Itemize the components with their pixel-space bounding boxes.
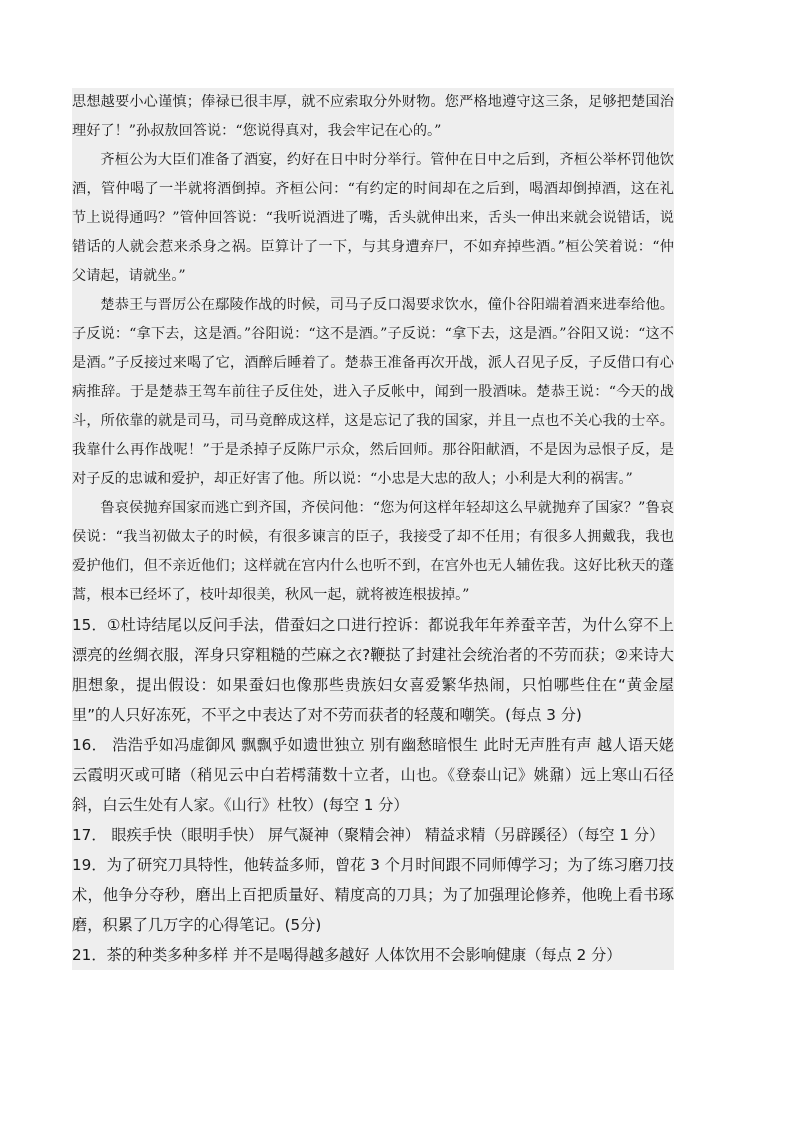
translation-passage [72, 88, 674, 610]
passage-paragraph: 齐桓公为大臣们准备了酒宴，约好在日中时分举行。管仲在日中之后到，齐桓公举杯罚他饮酒，管仲喝了一半就将酒倒掉。齐桓公问：“有约定的时间却在之后到，喝酒却倒掉酒，这在礼节上说得通吗？”管仲回答说：“我听说酒进了嘴，舌头就伸出来，舌头一伸出来就会说错话，说错话的人就会惹来杀身之祸。臣算计了一下，与其身遭弃尸，不如弃掉些酒。”桓公笑着说：“仲父请起，请就坐。” [72, 152, 674, 284]
answer-19: 19．为了研究刀具特性，他转益多师，曾花 3 个月时间跟不同师傅学习；为了练习磨刀技术，他争分夺秒，磨出上百把质量好、精度高的刀具；为了加强理论修养，他晚上看书琢磨，积累了几万字的心得笔记。(5分) [72, 850, 674, 940]
answer-17: 17． 眼疾手快（眼明手快） 屏气凝神（聚精会神） 精益求精（另辟蹊径）（每空 1 分） [72, 820, 674, 850]
answer-15: 15．①杜诗结尾以反问手法，借蚕妇之口进行控诉：都说我年年养蚕辛苦，为什么穿不上漂亮的丝绸衣服，浑身只穿粗糙的苎麻之衣?鞭挞了封建社会统治者的不劳而获；②来诗大胆想象，提出假设：如果蚕妇也像那些贵族妇女喜爱繁华热闹，只怕哪些住在“黄金屋里”的人只好冻死，不平之中表达了对不劳而获者的轻蔑和嘲笑。(每点 3 分) [72, 610, 674, 730]
answer-16: 16． 浩浩乎如冯虚御风 飘飘乎如遗世独立 别有幽愁暗恨生 此时无声胜有声 越人语天姥 云霞明灭或可睹（稍见云中白若樗蒲数十立者，山也。《登泰山记》姚鼐）远上寒山石径斜，白云生处有人家。《山行》杜牧）(每空 1 分） [72, 730, 674, 820]
answer-21: 21．茶的种类多种多样 并不是喝得越多越好 人体饮用不会影响健康（每点 2 分） [72, 940, 674, 970]
passage-paragraph: 鲁哀侯抛弃国家而逃亡到齐国，齐侯问他：“您为何这样年轻却这么早就抛弃了国家？”鲁哀侯说：“我当初做太子的时候，有很多谏言的臣子，我接受了却不任用；有很多人拥戴我，我也爱护他们，但不亲近他们；这样就在宫内什么也听不到，在宫外也无人辅佐我。这好比秋天的蓬蒿，根本已经坏了，枝叶却很美，秋风一起，就将被连根拔掉。” [72, 500, 674, 603]
passage-paragraph: 楚恭王与晋厉公在鄢陵作战的时候，司马子反口渴要求饮水，僮仆谷阳端着酒来进奉给他。子反说：“拿下去，这是酒。”谷阳说：“这不是酒。”子反说：“拿下去，这是酒。”谷阳又说：“这不是酒。”子反接过来喝了它，酒醉后睡着了。楚恭王准备再次开战，派人召见子反，子反借口有心病推辞。于是楚恭王驾车前往子反住处，进入子反帐中，闻到一股酒味。楚恭王说：“今天的战斗，所依靠的就是司马，司马竟醉成这样，这是忘记了我的国家，并且一点也不关心我的士卒。我靠什么再作战呢！”于是杀掉子反陈尸示众，然后回师。那谷阳献酒，不是因为忌恨子反，是对子反的忠诚和爱护，却正好害了他。所以说：“小忠是大忠的敌人；小利是大利的祸害。” [72, 297, 674, 487]
passage-paragraph: 思想越要小心谨慎；俸禄已很丰厚，就不应索取分外财物。您严格地遵守这三条，足够把楚国治理好了！”孙叔敖回答说：“您说得真对，我会牢记在心的。” [72, 94, 674, 139]
document-page [72, 88, 674, 970]
